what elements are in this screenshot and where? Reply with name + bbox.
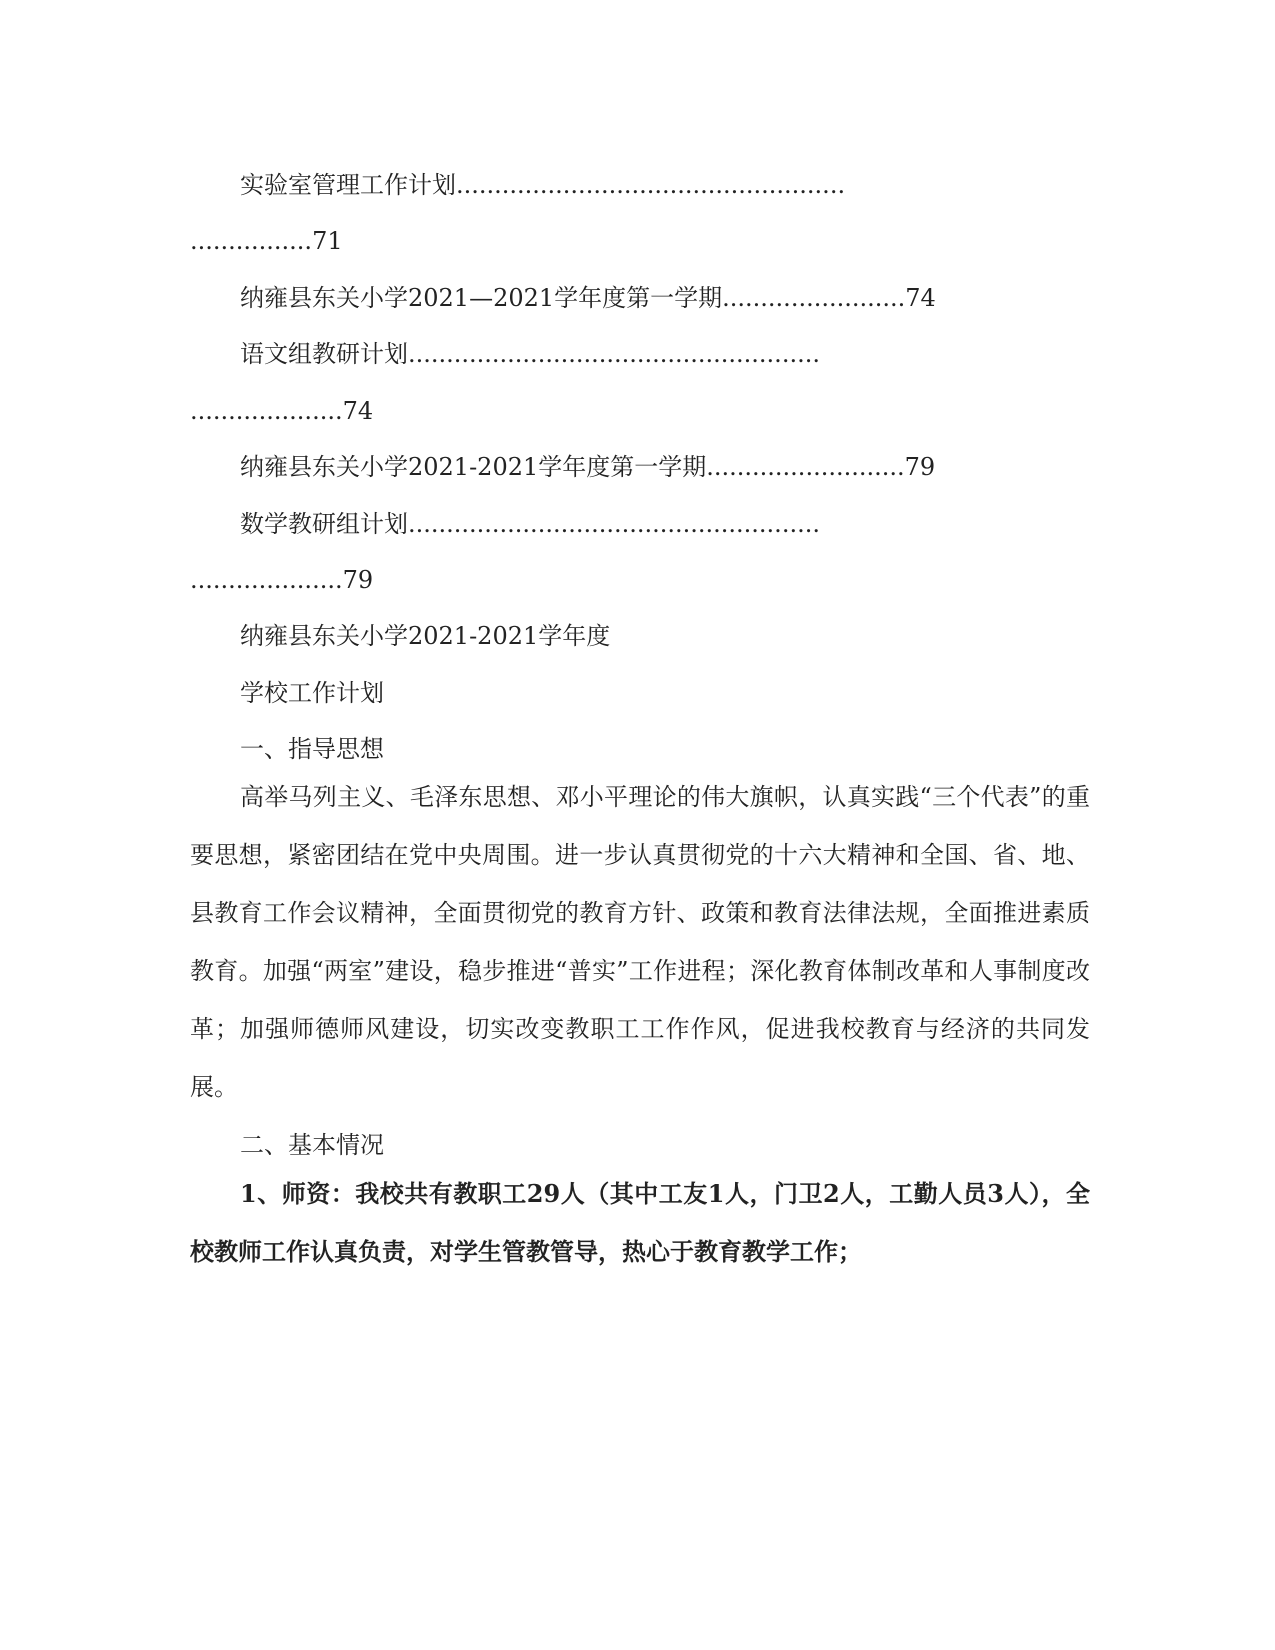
toc-entry-school-term-2[interactable] [240, 452, 1090, 482]
section-heading-basic-situation: 二、基本情况 [240, 1131, 384, 1159]
toc-entry-chinese-plan[interactable] [240, 339, 1090, 369]
doc-heading-work-plan: 学校工作计划 [240, 679, 384, 707]
section-heading-guiding-thought: 一、指导思想 [240, 735, 384, 763]
toc-entry-lab-plan-page[interactable] [190, 226, 1090, 256]
paragraph-guiding-thought: 高举马列主义、毛泽东思想、邓小平理论的伟大旗帜，认真实践“三个代表”的重要思想，紧密团结在党中央周围。进一步认真贯彻党的十六大精神和全国、省、地、县教育工作会议精神，全面贯彻党的教育方针、政策和教育法律法规，全面推进素质教育。加强“两室”建设，稳步推进“普实”工作进程；深化教育体制改革和人事制度改革；加强师德师风建设，切实改变教职工工作作风，促进我校教育与经济的共同发展。 [190, 783, 1090, 1101]
toc-entry-math-plan[interactable] [240, 509, 1090, 539]
toc-entry-page: ....................74 [190, 397, 374, 425]
toc-entry-math-plan-page[interactable] [190, 565, 1090, 595]
toc-entry-page: ................71 [190, 227, 343, 255]
toc-entry-chinese-plan-page[interactable] [190, 396, 1090, 426]
toc-entry-text: 语文组教研计划...................................................... [240, 340, 820, 368]
toc-entry-school-term[interactable] [240, 283, 1090, 313]
toc-entry-text: 数学教研组计划...................................................... [240, 510, 820, 538]
toc-entry-text: 纳雍县东关小学2021—2021学年度第一学期........................74 [240, 284, 936, 312]
toc-entry-text: 实验室管理工作计划................................................... [240, 171, 846, 199]
paragraph-teachers: 1、师资：我校共有教职工29人（其中工友1人，门卫2人，工勤人员3人），全校教师工作认真负责，对学生管教管导，热心于教育教学工作； [190, 1179, 1090, 1266]
doc-heading-school-year: 纳雍县东关小学2021-2021学年度 [240, 622, 611, 650]
toc-entry-text: 纳雍县东关小学2021-2021学年度第一学期..........................79 [240, 453, 936, 481]
toc-entry-page: ....................79 [190, 566, 374, 594]
toc-entry-lab-plan[interactable] [240, 170, 1090, 200]
